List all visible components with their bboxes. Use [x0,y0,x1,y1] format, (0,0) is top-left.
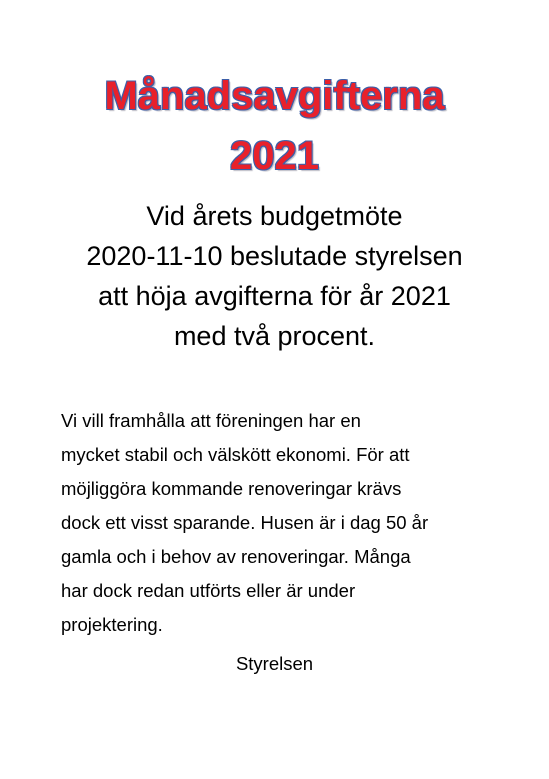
lead-line: att höja avgifterna för år 2021 [98,281,451,311]
body-paragraph [61,404,501,642]
lead-paragraph [0,196,549,356]
body-line: mycket stabil och välskött ekonomi. För att [61,444,410,465]
lead-line: 2020-11-10 beslutade styrelsen [86,241,463,271]
body-line: dock ett visst sparande. Husen är i dag 50 år [61,512,429,533]
lead-line: Vid årets budgetmöte [146,201,403,231]
signature: Styrelsen [235,653,314,674]
body-line: gamla och i behov av renoveringar. Många [61,546,411,567]
body-line: möjliggöra kommande renoveringar krävs [61,478,402,499]
body-line: projektering. [61,614,163,635]
body-line: Vi vill framhålla att föreningen har en [61,410,361,431]
page-title: Månadsavgifterna [104,74,445,118]
page-title-year: 2021 [230,134,319,178]
body-line: har dock redan utförts eller är under [61,580,356,601]
lead-line: med två procent. [173,321,376,351]
